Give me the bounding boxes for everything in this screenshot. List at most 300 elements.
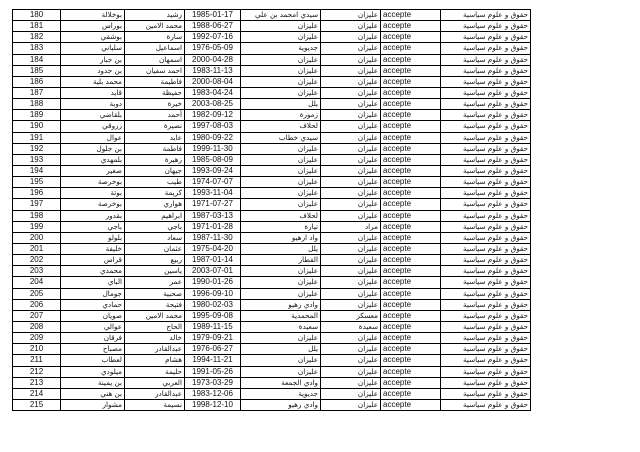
birth-place-cell: عليزان (241, 188, 321, 199)
row-number-cell: 190 (13, 121, 61, 132)
table-row (13, 143, 531, 154)
first-name-cell: سارة (125, 32, 185, 43)
last-name-cell: محمد بلية (61, 76, 125, 87)
birth-date-cell: 1983-11-13 (185, 65, 241, 76)
status-cell: accepte (381, 177, 441, 188)
last-name-cell: بوخلالة (61, 10, 125, 21)
row-number-cell: 181 (13, 21, 61, 32)
last-name-cell: بن جدود (61, 65, 125, 76)
row-number-cell: 182 (13, 32, 61, 43)
row-number-cell: 180 (13, 10, 61, 21)
birth-place-cell: عليزان (241, 21, 321, 32)
birth-date-cell: 2000-08-04 (185, 76, 241, 87)
birth-date-cell: 1976-05-09 (185, 43, 241, 54)
table-row (13, 255, 531, 266)
birth-date-cell: 1992-07-16 (185, 32, 241, 43)
status-cell: accepte (381, 232, 441, 243)
status-cell: accepte (381, 299, 441, 310)
commune-cell: عليزان (321, 210, 381, 221)
table-row (13, 232, 531, 243)
specialty-cell: حقوق و علوم سياسية (441, 76, 531, 87)
table-row (13, 210, 531, 221)
first-name-cell: عثمان (125, 243, 185, 254)
birth-date-cell: 1987-03-13 (185, 210, 241, 221)
status-cell: accepte (381, 10, 441, 21)
birth-place-cell: عليزان (241, 76, 321, 87)
commune-cell: عليزان (321, 377, 381, 388)
table-row (13, 21, 531, 32)
status-cell: accepte (381, 65, 441, 76)
first-name-cell: فتيحة (125, 299, 185, 310)
birth-place-cell: سعيدة (241, 321, 321, 332)
birth-date-cell: 1987-11-30 (185, 232, 241, 243)
first-name-cell: زهيرة (125, 154, 185, 165)
table-row (13, 344, 531, 355)
commune-cell: عليزان (321, 32, 381, 43)
birth-place-cell: يلل (241, 344, 321, 355)
commune-cell: عليزان (321, 232, 381, 243)
specialty-cell: حقوق و علوم سياسية (441, 99, 531, 110)
last-name-cell: لعطاب (61, 355, 125, 366)
status-cell: accepte (381, 121, 441, 132)
birth-date-cell: 2003-08-25 (185, 99, 241, 110)
last-name-cell: بن جبار (61, 54, 125, 65)
birth-place-cell: عليزان (241, 87, 321, 98)
birth-date-cell: 1979-09-21 (185, 333, 241, 344)
table-row (13, 54, 531, 65)
last-name-cell: جومال (61, 288, 125, 299)
commune-cell: معسكر (321, 310, 381, 321)
last-name-cell: باجي (61, 221, 125, 232)
status-cell: accepte (381, 99, 441, 110)
first-name-cell: اسمهان (125, 54, 185, 65)
specialty-cell: حقوق و علوم سياسية (441, 366, 531, 377)
last-name-cell: بوشقي (61, 32, 125, 43)
first-name-cell: خيرة (125, 99, 185, 110)
last-name-cell: عوالي (61, 321, 125, 332)
last-name-cell: بقدور (61, 210, 125, 221)
table-row (13, 76, 531, 87)
table-row (13, 165, 531, 176)
table-row (13, 32, 531, 43)
commune-cell: مراد (321, 221, 381, 232)
specialty-cell: حقوق و علوم سياسية (441, 333, 531, 344)
status-cell: accepte (381, 255, 441, 266)
birth-place-cell: سيدي خطاب (241, 132, 321, 143)
birth-date-cell: 1985-01-17 (185, 10, 241, 21)
birth-date-cell: 1976-06-27 (185, 344, 241, 355)
specialty-cell: حقوق و علوم سياسية (441, 65, 531, 76)
last-name-cell: بوراس (61, 21, 125, 32)
row-number-cell: 215 (13, 399, 61, 410)
commune-cell: عليزان (321, 333, 381, 344)
first-name-cell: ابراهيم (125, 210, 185, 221)
last-name-cell: قراس (61, 255, 125, 266)
status-cell: accepte (381, 310, 441, 321)
last-name-cell: بلقاضي (61, 110, 125, 121)
table-row (13, 288, 531, 299)
specialty-cell: حقوق و علوم سياسية (441, 143, 531, 154)
status-cell: accepte (381, 243, 441, 254)
birth-date-cell: 1991-05-26 (185, 366, 241, 377)
specialty-cell: حقوق و علوم سياسية (441, 355, 531, 366)
last-name-cell: بلمهدي (61, 154, 125, 165)
birth-place-cell: سيدي امحمد بن علي (241, 10, 321, 21)
last-name-cell: مصباح (61, 344, 125, 355)
table-row (13, 266, 531, 277)
last-name-cell: بوخرصة (61, 199, 125, 210)
status-cell: accepte (381, 87, 441, 98)
table-row (13, 299, 531, 310)
birth-date-cell: 1975-04-20 (185, 243, 241, 254)
last-name-cell: الباي (61, 277, 125, 288)
birth-place-cell: عليزان (241, 65, 321, 76)
row-number-cell: 195 (13, 177, 61, 188)
row-number-cell: 191 (13, 132, 61, 143)
birth-date-cell: 1983-04-24 (185, 87, 241, 98)
table-row (13, 333, 531, 344)
table-body (13, 10, 531, 411)
last-name-cell: دوبة (61, 99, 125, 110)
last-name-cell: ميلودي (61, 366, 125, 377)
table-row (13, 99, 531, 110)
commune-cell: عليزان (321, 165, 381, 176)
birth-place-cell: القطار (241, 255, 321, 266)
birth-date-cell: 1995-09-08 (185, 310, 241, 321)
specialty-cell: حقوق و علوم سياسية (441, 154, 531, 165)
table-row (13, 221, 531, 232)
first-name-cell: عابد (125, 132, 185, 143)
specialty-cell: حقوق و علوم سياسية (441, 321, 531, 332)
first-name-cell: طيب (125, 177, 185, 188)
table-row (13, 377, 531, 388)
row-number-cell: 186 (13, 76, 61, 87)
first-name-cell: هشام (125, 355, 185, 366)
last-name-cell: بوتة (61, 188, 125, 199)
table-row (13, 121, 531, 132)
specialty-cell: حقوق و علوم سياسية (441, 344, 531, 355)
table-row (13, 243, 531, 254)
last-name-cell: بوخرصة (61, 177, 125, 188)
last-name-cell: سلياني (61, 43, 125, 54)
birth-place-cell: لحلاف (241, 210, 321, 221)
birth-date-cell: 1971-07-27 (185, 199, 241, 210)
commune-cell: عليزان (321, 143, 381, 154)
first-name-cell: نصيرة (125, 121, 185, 132)
last-name-cell: زروقي (61, 121, 125, 132)
status-cell: accepte (381, 21, 441, 32)
table-row (13, 366, 531, 377)
birth-date-cell: 1974-07-07 (185, 177, 241, 188)
commune-cell: عليزان (321, 266, 381, 277)
table-row (13, 43, 531, 54)
row-number-cell: 210 (13, 344, 61, 355)
specialty-cell: حقوق و علوم سياسية (441, 43, 531, 54)
specialty-cell: حقوق و علوم سياسية (441, 388, 531, 399)
status-cell: accepte (381, 199, 441, 210)
row-number-cell: 192 (13, 143, 61, 154)
status-cell: accepte (381, 377, 441, 388)
commune-cell: عليزان (321, 43, 381, 54)
row-number-cell: 208 (13, 321, 61, 332)
row-number-cell: 185 (13, 65, 61, 76)
first-name-cell: صحبية (125, 288, 185, 299)
specialty-cell: حقوق و علوم سياسية (441, 277, 531, 288)
commune-cell: عليزان (321, 255, 381, 266)
status-cell: accepte (381, 355, 441, 366)
row-number-cell: 214 (13, 388, 61, 399)
first-name-cell: حفيظة (125, 87, 185, 98)
row-number-cell: 189 (13, 110, 61, 121)
birth-place-cell: جديوية (241, 43, 321, 54)
row-number-cell: 187 (13, 87, 61, 98)
commune-cell: عليزان (321, 355, 381, 366)
specialty-cell: حقوق و علوم سياسية (441, 243, 531, 254)
status-cell: accepte (381, 154, 441, 165)
last-name-cell: مشوار (61, 399, 125, 410)
last-name-cell: محمدي (61, 266, 125, 277)
specialty-cell: حقوق و علوم سياسية (441, 165, 531, 176)
first-name-cell: فاطمة (125, 143, 185, 154)
row-number-cell: 207 (13, 310, 61, 321)
commune-cell: عليزان (321, 199, 381, 210)
row-number-cell: 213 (13, 377, 61, 388)
birth-date-cell: 1990-01-26 (185, 277, 241, 288)
first-name-cell: ياسين (125, 266, 185, 277)
table-row (13, 321, 531, 332)
last-name-cell: فرقان (61, 333, 125, 344)
last-name-cell: صغير (61, 165, 125, 176)
birth-place-cell: تيارة (241, 221, 321, 232)
row-number-cell: 197 (13, 199, 61, 210)
first-name-cell: عبدالقادر (125, 344, 185, 355)
birth-place-cell: وادي الجمعة (241, 377, 321, 388)
table-row (13, 399, 531, 410)
birth-place-cell: عليزان (241, 266, 321, 277)
commune-cell: عليزان (321, 10, 381, 21)
status-cell: accepte (381, 54, 441, 65)
table-row (13, 388, 531, 399)
first-name-cell: حليمة (125, 366, 185, 377)
commune-cell: عليزان (321, 132, 381, 143)
birth-date-cell: 2000-04-28 (185, 54, 241, 65)
row-number-cell: 206 (13, 299, 61, 310)
table-row (13, 110, 531, 121)
specialty-cell: حقوق و علوم سياسية (441, 110, 531, 121)
table-row (13, 277, 531, 288)
table-row (13, 132, 531, 143)
first-name-cell: ربيع (125, 255, 185, 266)
status-cell: accepte (381, 333, 441, 344)
status-cell: accepte (381, 399, 441, 410)
row-number-cell: 200 (13, 232, 61, 243)
birth-date-cell: 1993-09-24 (185, 165, 241, 176)
row-number-cell: 201 (13, 243, 61, 254)
birth-place-cell: عليزان (241, 143, 321, 154)
last-name-cell: بن يمينة (61, 377, 125, 388)
birth-place-cell: المحمدية (241, 310, 321, 321)
specialty-cell: حقوق و علوم سياسية (441, 288, 531, 299)
birth-date-cell: 1994-11-21 (185, 355, 241, 366)
specialty-cell: حقوق و علوم سياسية (441, 377, 531, 388)
specialty-cell: حقوق و علوم سياسية (441, 54, 531, 65)
row-number-cell: 199 (13, 221, 61, 232)
birth-place-cell: لحلاف (241, 121, 321, 132)
first-name-cell: كريمة (125, 188, 185, 199)
first-name-cell: نسيمة (125, 399, 185, 410)
birth-place-cell: زمورة (241, 110, 321, 121)
last-name-cell: بلولو (61, 232, 125, 243)
commune-cell: سعيدة (321, 321, 381, 332)
birth-place-cell: عليزان (241, 54, 321, 65)
first-name-cell: العربي (125, 377, 185, 388)
row-number-cell: 183 (13, 43, 61, 54)
birth-place-cell: عليزان (241, 154, 321, 165)
status-cell: accepte (381, 143, 441, 154)
commune-cell: عليزان (321, 188, 381, 199)
last-name-cell: خليفة (61, 243, 125, 254)
birth-place-cell: عليزان (241, 199, 321, 210)
specialty-cell: حقوق و علوم سياسية (441, 132, 531, 143)
commune-cell: عليزان (321, 21, 381, 32)
birth-date-cell: 1989-11-15 (185, 321, 241, 332)
first-name-cell: عبدالقادر (125, 388, 185, 399)
status-cell: accepte (381, 266, 441, 277)
status-cell: accepte (381, 366, 441, 377)
birth-date-cell: 1993-11-04 (185, 188, 241, 199)
birth-date-cell: 1987-01-14 (185, 255, 241, 266)
birth-place-cell: عليزان (241, 165, 321, 176)
status-cell: accepte (381, 110, 441, 121)
birth-place-cell: عليزان (241, 32, 321, 43)
specialty-cell: حقوق و علوم سياسية (441, 266, 531, 277)
row-number-cell: 211 (13, 355, 61, 366)
row-number-cell: 209 (13, 333, 61, 344)
candidates-table (12, 9, 531, 411)
first-name-cell: جيهان (125, 165, 185, 176)
row-number-cell: 188 (13, 99, 61, 110)
birth-place-cell: جديوية (241, 388, 321, 399)
commune-cell: عليزان (321, 154, 381, 165)
commune-cell: عليزان (321, 399, 381, 410)
birth-date-cell: 1980-02-03 (185, 299, 241, 310)
birth-date-cell: 1973-03-29 (185, 377, 241, 388)
row-number-cell: 196 (13, 188, 61, 199)
first-name-cell: عمر (125, 277, 185, 288)
row-number-cell: 184 (13, 54, 61, 65)
commune-cell: عليزان (321, 277, 381, 288)
last-name-cell: قايد (61, 87, 125, 98)
birth-date-cell: 1999-11-30 (185, 143, 241, 154)
birth-date-cell: 1988-06-27 (185, 21, 241, 32)
status-cell: accepte (381, 165, 441, 176)
specialty-cell: حقوق و علوم سياسية (441, 21, 531, 32)
first-name-cell: فاطيمة (125, 76, 185, 87)
birth-date-cell: 1982-09-12 (185, 110, 241, 121)
last-name-cell: حمادي (61, 299, 125, 310)
specialty-cell: حقوق و علوم سياسية (441, 32, 531, 43)
first-name-cell: رشيد (125, 10, 185, 21)
first-name-cell: محمد الامين (125, 310, 185, 321)
first-name-cell: الحاج (125, 321, 185, 332)
birth-place-cell: عليزان (241, 366, 321, 377)
specialty-cell: حقوق و علوم سياسية (441, 255, 531, 266)
first-name-cell: احمد سفيان (125, 65, 185, 76)
row-number-cell: 198 (13, 210, 61, 221)
commune-cell: عليزان (321, 299, 381, 310)
specialty-cell: حقوق و علوم سياسية (441, 177, 531, 188)
commune-cell: عليزان (321, 65, 381, 76)
status-cell: accepte (381, 321, 441, 332)
birth-place-cell: وادي رهيو (241, 299, 321, 310)
birth-date-cell: 1997-08-03 (185, 121, 241, 132)
table-row (13, 188, 531, 199)
first-name-cell: محمد الامين (125, 21, 185, 32)
commune-cell: عليزان (321, 110, 381, 121)
specialty-cell: حقوق و علوم سياسية (441, 10, 531, 21)
birth-date-cell: 1996-09-10 (185, 288, 241, 299)
status-cell: accepte (381, 43, 441, 54)
first-name-cell: سعاد (125, 232, 185, 243)
specialty-cell: حقوق و علوم سياسية (441, 221, 531, 232)
row-number-cell: 204 (13, 277, 61, 288)
specialty-cell: حقوق و علوم سياسية (441, 210, 531, 221)
table-row (13, 87, 531, 98)
row-number-cell: 193 (13, 154, 61, 165)
row-number-cell: 203 (13, 266, 61, 277)
status-cell: accepte (381, 32, 441, 43)
commune-cell: عليزان (321, 121, 381, 132)
status-cell: accepte (381, 210, 441, 221)
last-name-cell: عوال (61, 132, 125, 143)
table-row (13, 310, 531, 321)
commune-cell: عليزان (321, 288, 381, 299)
birth-place-cell: عليزان (241, 177, 321, 188)
status-cell: accepte (381, 277, 441, 288)
commune-cell: عليزان (321, 99, 381, 110)
commune-cell: عليزان (321, 243, 381, 254)
table-row (13, 355, 531, 366)
table-row (13, 154, 531, 165)
birth-place-cell: عليزان (241, 277, 321, 288)
status-cell: accepte (381, 188, 441, 199)
commune-cell: عليزان (321, 76, 381, 87)
specialty-cell: حقوق و علوم سياسية (441, 188, 531, 199)
birth-date-cell: 2003-07-01 (185, 266, 241, 277)
commune-cell: عليزان (321, 344, 381, 355)
birth-date-cell: 1980-09-22 (185, 132, 241, 143)
table-row (13, 177, 531, 188)
specialty-cell: حقوق و علوم سياسية (441, 232, 531, 243)
specialty-cell: حقوق و علوم سياسية (441, 87, 531, 98)
birth-date-cell: 1998-12-10 (185, 399, 241, 410)
first-name-cell: أحمد (125, 110, 185, 121)
status-cell: accepte (381, 132, 441, 143)
birth-place-cell: عليزان (241, 288, 321, 299)
status-cell: accepte (381, 344, 441, 355)
row-number-cell: 202 (13, 255, 61, 266)
first-name-cell: خالد (125, 333, 185, 344)
status-cell: accepte (381, 388, 441, 399)
first-name-cell: هواري (125, 199, 185, 210)
specialty-cell: حقوق و علوم سياسية (441, 399, 531, 410)
commune-cell: عليزان (321, 87, 381, 98)
status-cell: accepte (381, 288, 441, 299)
birth-date-cell: 1985-08-09 (185, 154, 241, 165)
first-name-cell: باجي (125, 221, 185, 232)
birth-place-cell: يلل (241, 99, 321, 110)
table-row (13, 65, 531, 76)
